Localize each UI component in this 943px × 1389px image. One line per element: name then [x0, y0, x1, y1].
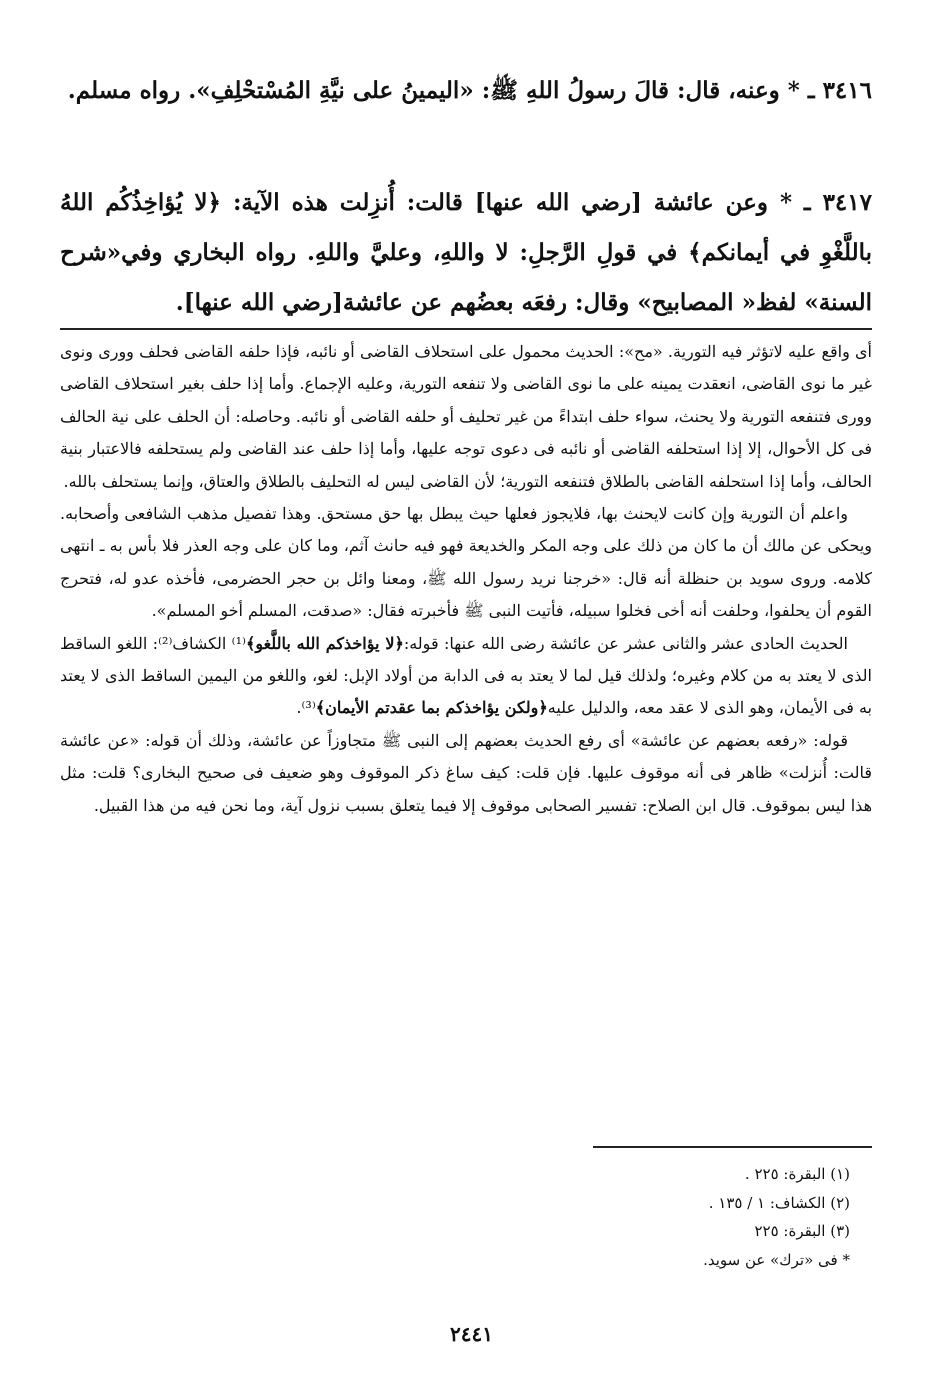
commentary-paragraph-2: واعلم أن التورية وإن كانت لايحنث بها، فلايجوز فعلها حيث يبطل بها حق مستحق. وهذا تفصيل مذهب الشافعى وأصحابه. ويحكى عن مالك أن ما كان من ذلك على وجه المكر والخديعة فهو فيه حانث آثم، وما كان على وجه العذر فلا بأس به ـ انتهى كلامه. وروى سويد بن حنظلة أنه قال: «خرجنا نريد رسول الله ﷺ، ومعنا وائل بن حجر الحضرمى، فأخذه عدو له، فتحرج القوم أن يحلفوا، وحلفت أنه أخى فخلوا سبيله، فأتيت النبى ﷺ فأخبرته فقال: «صدقت، المسلم أخو المسلم». — [60, 504, 872, 621]
commentary — [60, 336, 872, 822]
footnote-asterisk: * فى «ترك» عن سويد. — [703, 1250, 850, 1269]
footnote-1: (١) البقرة: ٢٢٥ . — [744, 1165, 850, 1183]
commentary-paragraph-3-end: ⁽³⁾. — [296, 698, 316, 718]
footnote-3: (٣) البقرة: ٢٢٥ — [754, 1222, 850, 1240]
commentary-paragraph-3-intro: الحديث الحادى عشر والثانى عشر عن عائشة رضى الله عنها: قوله: — [403, 633, 848, 653]
hadith-3416: ٣٤١٦ ـ * وعنه، قال: قالَ رسولُ اللهِ ﷺ: «اليمينُ على نيَّةِ المُسْتحْلِفِ». رواه مسلم. — [67, 77, 872, 104]
footnote-2: (٢) الكشاف: ١ / ١٣٥ . — [708, 1193, 850, 1212]
commentary-paragraph-3-body: ⁽¹⁾ الكشاف⁽²⁾: اللغو الساقط الذى لا يعتد به من كلام وغيره؛ ولذلك قيل لما لا يعتد به فى الدابة من أولاد الإبل: لغو، واللغو من اليمين الساقط الذى لا يعتد به فى الأيمان، وهو الذى لا عقد معه، والدليل عليه — [60, 633, 873, 718]
commentary-paragraph-4: قوله: «رفعه بعضهم عن عائشة» أى رفع الحديث بعضهم إلى النبى ﷺ متجاوزاً عن عائشة، وذلك أن قوله: «عن عائشة قالت: أُنزلت» ظاهر فى أنه موقوف عليها. فإن قلت: كيف ساغ ذكر الموقوف وهو ضعيف فى صحيح البخارى؟ قلت: مثل هذا ليس بموقوف. قال ابن الصلاح: تفسير الصحابى موقوف إلا فيما يتعلق بسبب نزول آية، وما نحن فيه من هذا القبيل. — [60, 730, 873, 815]
footnote-divider — [593, 1146, 872, 1148]
footnotes — [520, 1160, 850, 1274]
quran-quote-laghw: ﴿لا يؤاخذكم الله باللَّغو﴾ — [245, 633, 404, 653]
main-divider — [60, 328, 872, 330]
commentary-paragraph-3 — [60, 628, 872, 725]
page-number: ٢٤٤١ — [450, 1322, 493, 1346]
hadith-3417: ٣٤١٧ ـ * وعن عائشة [رضي الله عنها] قالت: أُنزِلت هذه الآية: ﴿لا يُؤاخِذُكُم اللهُ باللَّغْوِ في أيمانكم﴾ في قولِ الرَّجلِ: لا واللهِ، وعليَّ واللهِ. رواه البخاري وفي«شرح السنة» لفظ« المصابيح» وقال: رفعَه بعضُهم عن عائشة[رضي الله عنها]. — [60, 189, 872, 316]
quran-quote-aqadtum: ﴿ولكن يؤاخذكم بما عقدتم الأيمان﴾ — [315, 698, 548, 718]
commentary-paragraph-1: أى واقع عليه لاتؤثر فيه التورية. «مح»: الحديث محمول على استحلاف القاضى أو نائبه، فإذا حلفه القاضى فحلف وورى ونوى غير ما نوى القاضى، انعقدت يمينه على ما نوى القاضى ولا تنفعه التورية، وعليه الإجماع. وأما إذا حلف بغير استحلاف القاضى وورى فتنفعه التورية ولا يحنث، سواء حلف ابتداءً من غير تحليف أو حلفه القاضى أو نائبه. وحاصله: أن الحلف على نية الحالف فى كل الأحوال، إلا إذا استحلفه القاضى أو نائبه فى دعوى توجه عليها، وأما إذا حلف عند القاضى ولم يستحلفه فالاعتبار بنية الحالف، وأما إذا استحلفه القاضى بالطلاق فتنفعه التورية؛ لأن القاضى ليس له التحليف بالطلاق والعتاق، وإنما يستحلف بالله. — [60, 342, 873, 491]
